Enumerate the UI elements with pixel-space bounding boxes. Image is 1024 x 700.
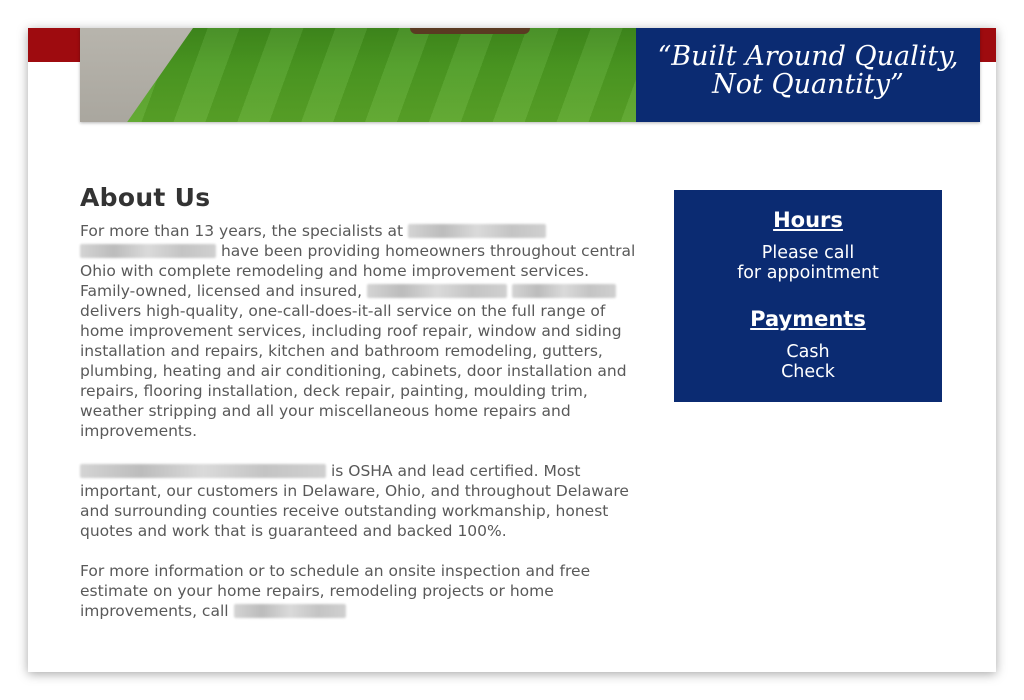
tagline-box	[636, 28, 980, 122]
about-paragraph-3	[80, 561, 640, 621]
lawn-photo	[80, 28, 636, 122]
hours-line-2: for appointment	[737, 263, 879, 283]
tagline-line-1: “Built Around Quality,	[657, 41, 959, 72]
redacted-company-name	[80, 244, 216, 258]
driveway-image	[80, 28, 200, 122]
redacted-company-name	[367, 284, 507, 298]
tagline	[657, 43, 958, 99]
hero-banner	[80, 28, 980, 122]
about-p1-text-b: have been providing homeowners throughout central Ohio with complete remodeling and home improvement services. Family-owned, licensed and insured,	[80, 242, 636, 300]
about-p2-text: is OSHA and lead certified. Most important, our customers in Delaware, Ohio, and throughout Delaware and surrounding counties receive outstanding workmanship, honest quotes and work that is guaranteed and backed 100%.	[80, 462, 629, 540]
redacted-company-name	[80, 464, 326, 478]
payment-method-check: Check	[781, 362, 835, 382]
hours-payments-box	[674, 190, 942, 402]
payments-heading: Payments	[750, 307, 866, 331]
about-p3-text: For more information or to schedule an onsite inspection and free estimate on your home repairs, remodeling projects or home improvements, call	[80, 562, 591, 620]
about-paragraph-2	[80, 461, 640, 541]
hours-heading: Hours	[773, 208, 843, 232]
about-p1-text-a: For more than 13 years, the specialists at	[80, 222, 404, 240]
tagline-line-2: Not Quantity”	[712, 69, 904, 100]
page-frame	[28, 28, 996, 672]
about-p1-text-c: delivers high-quality, one-call-does-it-all service on the full range of home improvement services, including roof repair, window and siding installation and repairs, kitchen and bathroom remodeling, gutters, plumbing, heating and air conditioning, cabinets, door installation and repairs, flooring installation, deck repair, painting, moulding trim, weather stripping and all your miscellaneous home repairs and improvements.	[80, 302, 627, 440]
payment-method-cash: Cash	[786, 342, 830, 362]
redacted-phone-number	[234, 604, 346, 618]
about-paragraph-1	[80, 221, 640, 441]
about-section	[80, 183, 640, 641]
redacted-company-name	[408, 224, 546, 238]
hours-line-1: Please call	[761, 243, 855, 263]
shrubs-image	[410, 28, 530, 34]
redacted-company-name	[512, 284, 616, 298]
about-heading: About Us	[80, 183, 211, 212]
